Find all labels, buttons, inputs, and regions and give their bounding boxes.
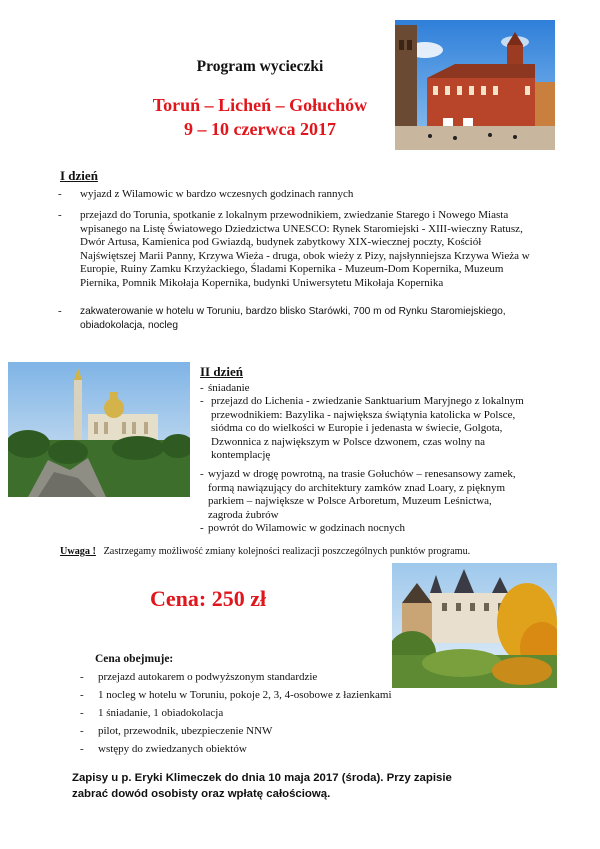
notice-text: Zastrzegamy możliwość zmiany kolejności realizacji poszczególnych punktów programu.	[103, 546, 471, 557]
notice-label: Uwaga !	[60, 546, 96, 557]
list-item: - przejazd do Lichenia - zwiedzanie Sanktuarium Maryjnego z lokalnym przewodnikiem: Bazylika - największa świątynia katolicka w Polsce, siódma co do wielkości w Europie i jedenasta w świecie, Golgota, Dzwonnica z największym w Polsce dzwonem, czas wolny na kontemplację	[200, 395, 524, 462]
dates-title: 9 – 10 czerwca 2017	[184, 119, 336, 139]
price: Cena: 250 zł	[150, 586, 267, 611]
includes-heading: Cena obejmuje:	[95, 653, 174, 665]
notice	[60, 546, 560, 557]
list-item: - przejazd autokarem o podwyższonym standardzie	[80, 671, 318, 683]
lichen-photo	[8, 362, 190, 497]
goluchow-photo	[392, 563, 557, 688]
list-item: - śniadanie	[200, 382, 250, 394]
page-title: Program wycieczki	[196, 58, 324, 75]
signup-line-2: zabrać dowód osobisty oraz wpłatę całościową.	[72, 788, 331, 800]
list-item: - przejazd do Torunia, spotkanie z lokalnym przewodnikiem, zwiedzanie Starego i Nowego Miasta wpisanego na Listę Światowego Dziedzictwa UNESCO: Rynek Staromiejski - XIII-wieczny Ratusz, Dwór Artusa, Kamienica pod Gwiazdą, budynek zabytkowy XIX-wiecznej poczty, Kościół Najświętszej Marii Panny, Krzywa Wieża - druga, obok wieży z Pizy, najsłynniejsza Krzywa Wieża w Europie, Ruiny Zamku Krzyżackiego, Śladami Kopernika - Muzeum-Dom Kopernika, Muzeum Piernika, Pomnik Mikołaja Kopernika, budynki Uniwersytetu Mikołaja Kopernika	[58, 209, 530, 289]
list-item: - wyjazd w drogę powrotną, na trasie Gołuchów – renesansowy zamek, formą nawiązujący do architektury zamków znad Loary, z pięknym parkiem – największe w Polsce Arboretum, Muzeum Leśnictwa, zagroda żubrów	[200, 468, 516, 521]
list-item: - wstępy do zwiedzanych obiektów	[80, 743, 247, 755]
list-item: - zakwaterowanie w hotelu w Toruniu, bardzo blisko Starówki, 700 m od Rynku Staromiejskiego, obiadokolacja, nocleg	[58, 305, 506, 331]
list-item: - pilot, przewodnik, ubezpieczenie NNW	[80, 725, 273, 737]
day1-heading: I dzień	[60, 168, 98, 183]
route-title: Toruń – Licheń – Gołuchów	[152, 95, 368, 115]
list-item: - 1 śniadanie, 1 obiadokolacja	[80, 707, 224, 719]
list-item: - 1 nocleg w hotelu w Toruniu, pokoje 2, 3, 4-osobowe z łazienkami	[80, 689, 392, 701]
signup-line-1: Zapisy u p. Eryki Klimeczek do dnia 10 maja 2017 (środa). Przy zapisie	[72, 772, 452, 784]
list-item: - wyjazd z Wilamowic w bardzo wczesnych godzinach rannych	[58, 188, 354, 200]
list-item: - powrót do Wilamowic w godzinach nocnych	[200, 522, 406, 534]
day2-heading: II dzień	[200, 364, 243, 379]
torun-photo	[395, 20, 555, 150]
signup-info	[72, 770, 572, 802]
